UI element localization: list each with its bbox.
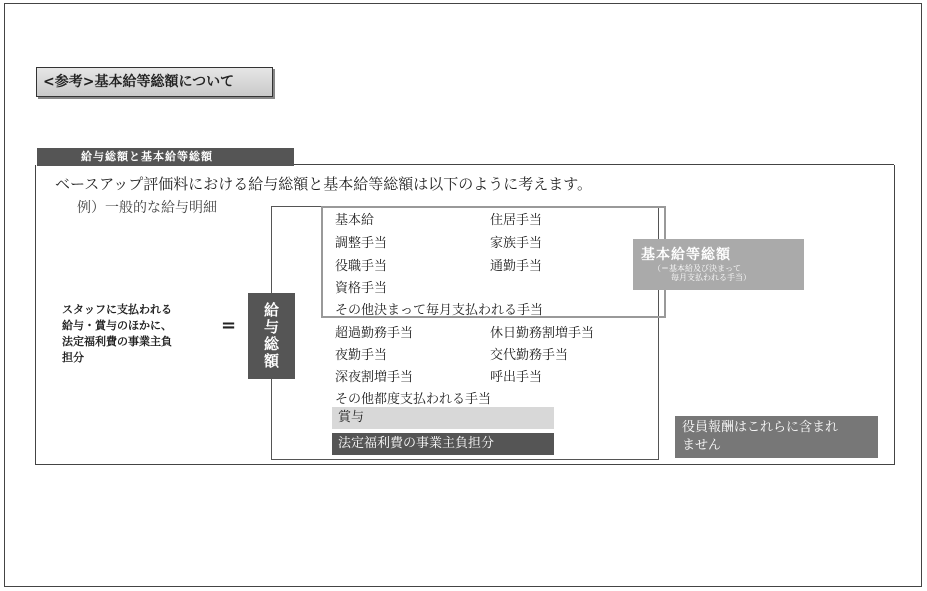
item-position: 役職手当 [335,259,388,274]
total-pay-vertical-label: 給与総額 [248,293,295,379]
staff-line-4: 担分 [62,351,84,364]
example-label: 例）一般的な給与明細 [77,200,217,216]
welfare-bar: 法定福利費の事業主負担分 [332,433,554,455]
executive-pay-note [675,416,878,458]
equals-sign: = [221,315,237,336]
item-qualification: 資格手当 [335,281,388,296]
item-other-fixed: その他決まって毎月支払われる手当 [335,303,544,318]
base-pay-callout [633,239,804,290]
base-callout-sub-2: 毎月支払われる手当） [671,273,751,282]
item-commute: 通勤手当 [490,259,543,274]
item-adjustment: 調整手当 [335,236,388,251]
bonus-bar: 賞与 [332,407,554,429]
staff-line-2: 給与・賞与のほかに、 [62,319,172,332]
item-overtime: 超過勤務手当 [335,326,414,341]
item-shift: 交代勤務手当 [490,348,569,363]
exec-note-line-2: ません [682,438,722,453]
item-holiday: 休日勤務割増手当 [490,326,595,341]
item-housing: 住居手当 [490,213,543,228]
base-callout-title: 基本給等総額 [641,247,731,263]
item-other-irregular: その他都度支払われる手当 [335,392,492,407]
staff-line-3: 法定福利費の事業主負 [62,335,172,348]
base-callout-sub-1: （＝基本給及び決まって [653,264,741,273]
section-tab: 給与総額と基本給等総額 [37,148,294,166]
item-callout: 呼出手当 [490,370,543,385]
item-night: 夜勤手当 [335,348,388,363]
item-basic-pay: 基本給 [335,213,375,228]
staff-line-1: スタッフに支払われる [62,303,172,316]
exec-note-line-1: 役員報酬はこれらに含まれ [682,420,839,435]
intro-text: ベースアップ評価料における給与総額と基本給等総額は以下のように考えます。 [55,175,593,193]
item-late-night: 深夜割増手当 [335,370,414,385]
item-family: 家族手当 [490,236,543,251]
reference-title: <参考>基本給等総額について [36,67,273,97]
staff-description [62,302,172,366]
